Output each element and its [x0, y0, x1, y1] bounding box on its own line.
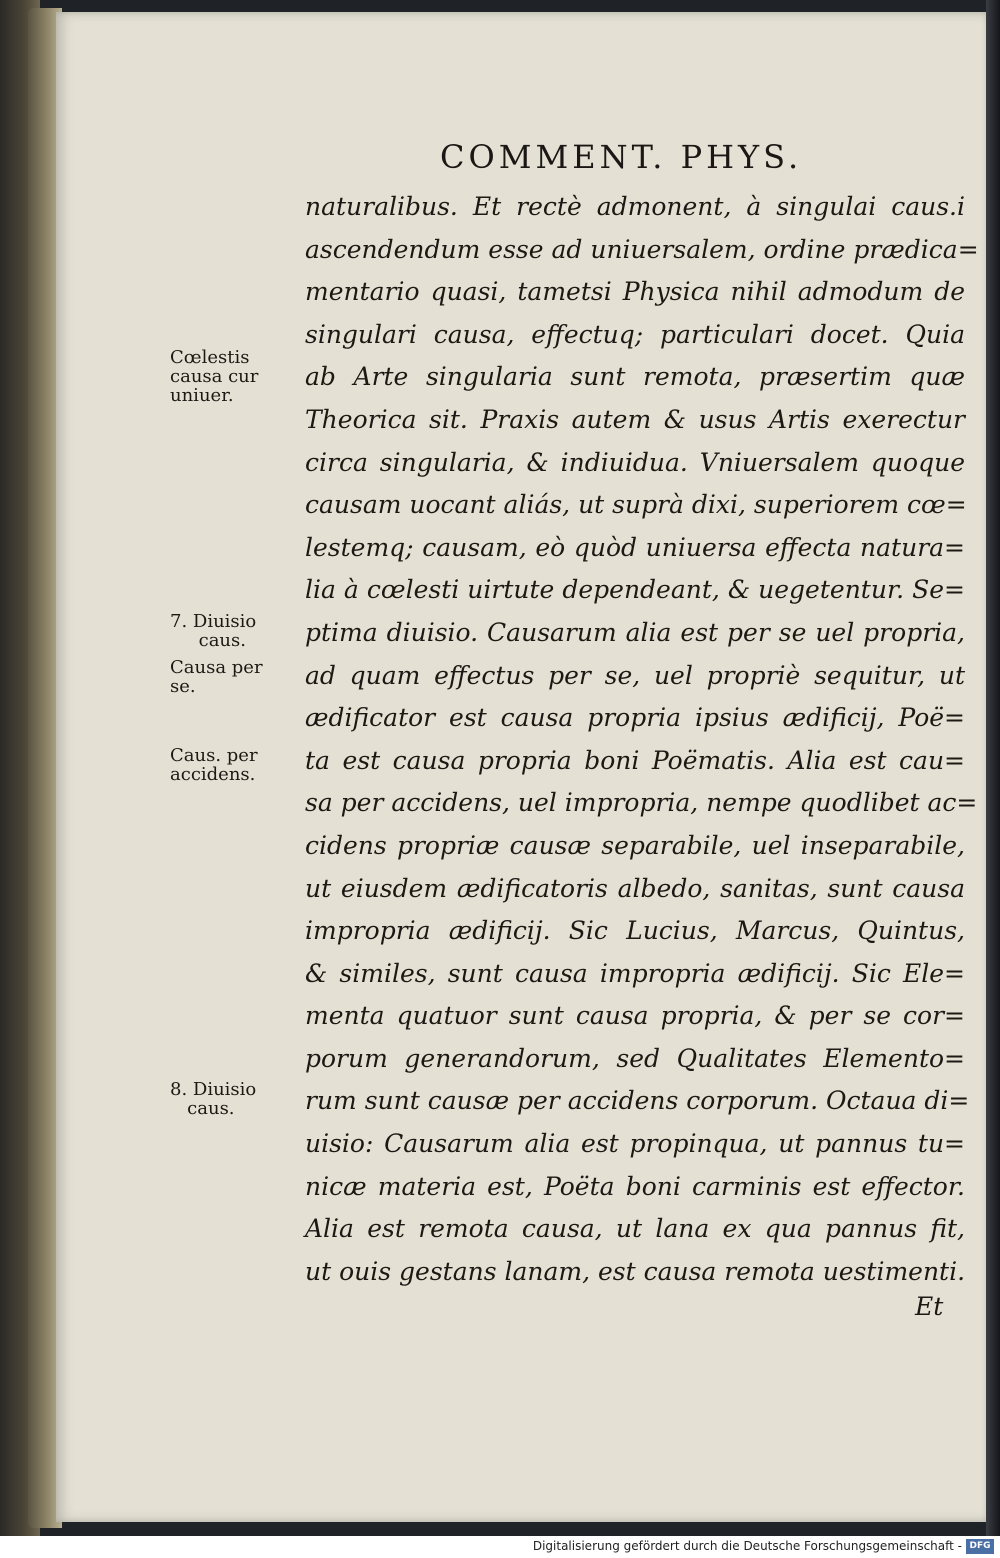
text-line: menta quatuor sunt causa propria, & per se cor= [305, 1001, 965, 1031]
text-line: ascendendum esse ad uniuersalem, ordine prædica= [305, 234, 979, 264]
text-line: lia à cœlesti uirtute dependeant, & uegetentur. Se= [305, 575, 965, 605]
text-line: impropria ædificij. Sic Lucius, Marcus, Quintus, [305, 916, 965, 946]
text-line: cidens propriæ causæ separabile, uel inseparabile, [305, 830, 965, 860]
margin-note-causa-per-se: Causa per se. [170, 657, 263, 697]
margin-note-coelestis: Cœlestis causa cur uniuer. [170, 347, 259, 406]
text-line: rum sunt causæ per accidens corporum. Octaua di= [305, 1086, 970, 1116]
text-line: nicæ materia est, Poëta boni carminis est effector. [305, 1171, 965, 1201]
body-text [305, 186, 979, 1293]
text-line: porum generandorum, sed Qualitates Elemento= [305, 1043, 965, 1073]
text-line: lestemq; causam, eò quòd uniuersa effecta natura= [305, 532, 965, 562]
footer-credit: Digitalisierung gefördert durch die Deutsche Forschungsgemeinschaft - [532, 1539, 962, 1553]
text-line: Alia est remota causa, ut lana ex qua pannus fit, [305, 1214, 965, 1244]
text-line: circa singularia, & indiuidua. Vniuersalem quoque [305, 447, 965, 477]
scan-background-right [986, 0, 1000, 1536]
text-line: ta est causa propria boni Poëmatis. Alia est cau= [305, 745, 965, 775]
running-header: COMMENT. PHYS. [440, 138, 803, 176]
text-line: ab Arte singularia sunt remota, præsertim quæ [305, 362, 965, 392]
text-line: & similes, sunt causa impropria ædificij. Sic Ele= [305, 958, 965, 988]
footer-bar [0, 1536, 1000, 1558]
text-line: naturalibus. Et rectè admonent, à singulai caus.i [305, 192, 965, 221]
margin-note-septima-diuisio: 7. Diuisio caus. [170, 611, 257, 651]
margin-note-causa-per-accidens: Caus. per accidens. [170, 745, 258, 785]
text-line: singulari causa, effectuq; particulari docet. Quia [305, 319, 965, 349]
text-line: ut ouis gestans lanam, est causa remota uestimenti. [305, 1256, 966, 1286]
text-line: uisio: Causarum alia est propinqua, ut pannus tu= [305, 1129, 965, 1159]
dfg-logo-icon: DFG [966, 1539, 994, 1554]
text-line: ad quam effectus per se, uel propriè sequitur, ut [305, 660, 965, 690]
text-line: ut eiusdem ædificatoris albedo, sanitas, sunt causa [305, 873, 965, 903]
text-line: causam uocant aliás, ut suprà dixi, superiorem cœ= [305, 490, 967, 520]
text-line: Theorica sit. Praxis autem & usus Artis exerectur [305, 404, 965, 434]
text-line: mentario quasi, tametsi Physica nihil admodum de [305, 277, 965, 307]
text-line: ædificator est causa propria ipsius ædificij, Poë= [305, 703, 965, 733]
catchword: Et [915, 1292, 944, 1321]
text-line: sa per accidens, uel impropria, nempe quodlibet ac= [305, 788, 978, 818]
margin-note-octaua-diuisio: 8. Diuisio caus. [170, 1079, 257, 1119]
text-line: ptima diuisio. Causarum alia est per se uel propria, [305, 617, 965, 647]
